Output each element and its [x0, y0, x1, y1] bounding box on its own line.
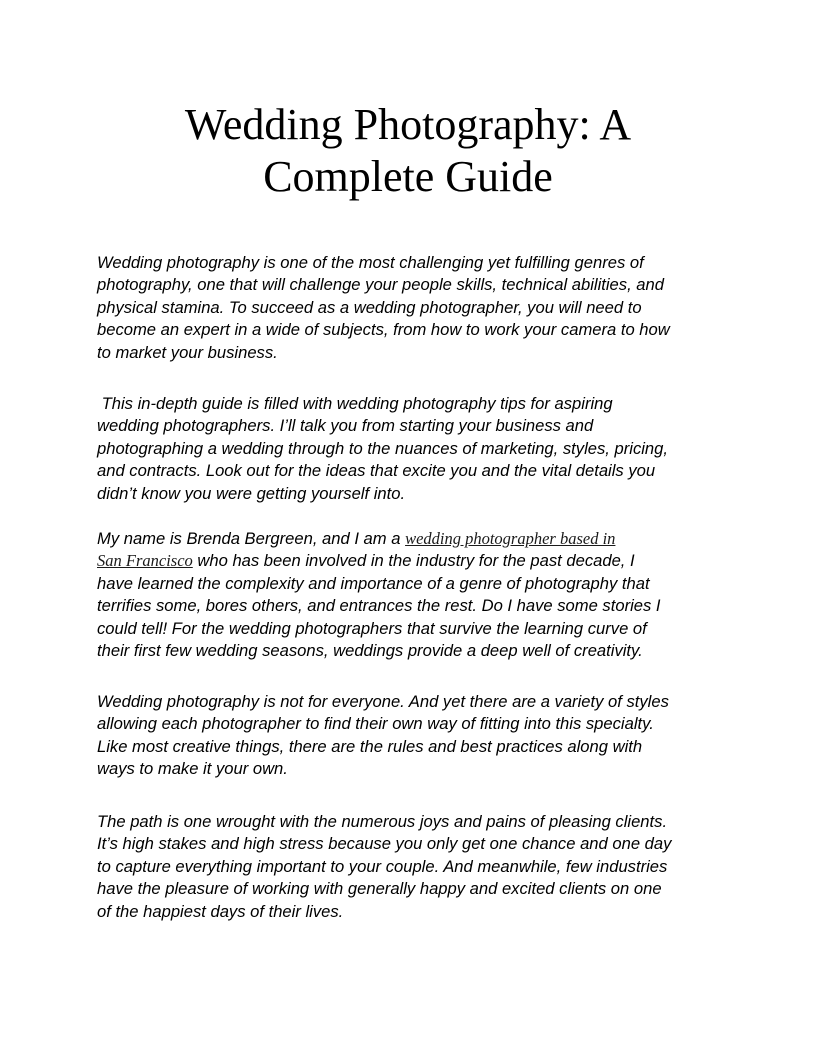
title-line: Complete Guide — [263, 152, 553, 201]
text-line: become an expert in a wide of subjects, from how to work your camera to how — [97, 320, 670, 340]
text-line: photography, one that will challenge your people skills, technical abilities, and — [97, 275, 664, 295]
styles-paragraph — [97, 691, 737, 781]
text-line: Wedding photography is not for everyone. And yet there are a variety of styles — [97, 692, 669, 711]
text-line: It’s high stakes and high stress because you only get one chance and one day — [97, 834, 672, 854]
photographer-link[interactable]: wedding photographer based in — [405, 529, 616, 548]
text-line — [97, 550, 737, 572]
text-line: physical stamina. To succeed as a wedding photographer, you will need to — [97, 297, 642, 317]
author-continued-text: who has been involved in the industry for the past decade, I — [192, 551, 635, 571]
text-line: This in-depth guide is filled with wedding photography tips for aspiring — [97, 394, 613, 413]
text-line: to capture everything important to your couple. And meanwhile, few industries — [97, 856, 668, 876]
text-line: to market your business. — [97, 342, 278, 362]
text-line: wedding photographers. I’ll talk you from starting your business and — [97, 416, 594, 436]
text-line: terrifies some, bores others, and entrances the rest. Do I have some stories I — [97, 596, 661, 616]
text-line: of the happiest days of their lives. — [97, 901, 344, 921]
text-line: could tell! For the wedding photographers that survive the learning curve of — [97, 618, 647, 638]
text-line: Like most creative things, there are the rules and best practices along with — [97, 736, 643, 756]
text-line: have learned the complexity and importance of a genre of photography that — [97, 573, 650, 593]
intro-paragraph — [97, 252, 737, 364]
page-title — [0, 99, 816, 203]
guide-overview-paragraph — [97, 393, 737, 505]
author-intro-text: My name is Brenda Bergreen, and I am a — [97, 529, 406, 548]
text-line: Wedding photography is one of the most challenging yet fulfilling genres of — [97, 253, 644, 272]
text-line: didn’t know you were getting yourself into. — [97, 483, 406, 503]
text-line: their first few wedding seasons, weddings provide a deep well of creativity. — [97, 641, 643, 661]
text-line: allowing each photographer to find their own way of fitting into this specialty. — [97, 714, 654, 734]
text-line — [97, 528, 737, 550]
path-paragraph — [97, 811, 737, 923]
text-line: The path is one wrought with the numerous joys and pains of pleasing clients. — [97, 812, 668, 831]
text-line: have the pleasure of working with generally happy and excited clients on one — [97, 879, 662, 899]
photographer-link-continued[interactable]: San Francisco — [97, 551, 193, 571]
text-line: photographing a wedding through to the nuances of marketing, styles, pricing, — [97, 438, 669, 458]
text-line: and contracts. Look out for the ideas that excite you and the vital details you — [97, 461, 656, 481]
title-line: Wedding Photography: A — [184, 100, 632, 149]
text-line: ways to make it your own. — [97, 759, 288, 779]
author-paragraph — [97, 528, 737, 662]
